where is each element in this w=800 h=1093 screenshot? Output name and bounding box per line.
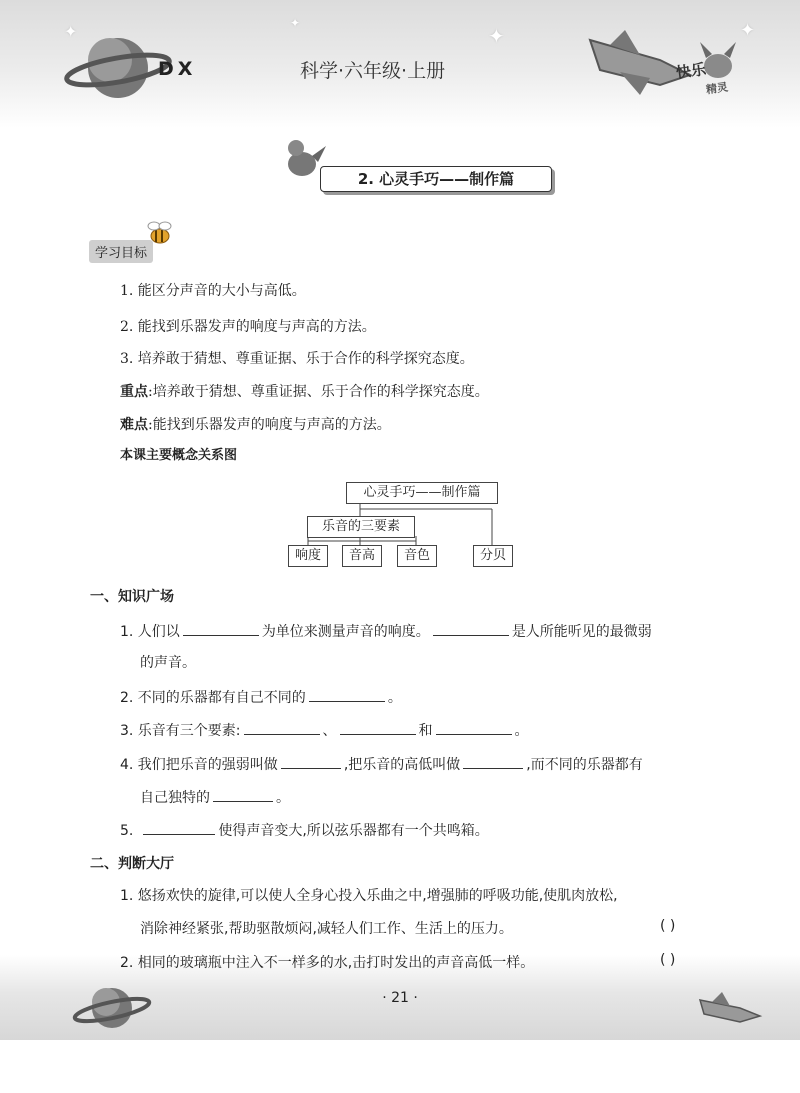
answer-blank[interactable] [213,785,273,802]
answer-blank[interactable] [436,718,512,735]
book-title: 科学·六年级·上册 [300,60,446,82]
judge-question-2: 2. 相同的玻璃瓶中注入不一样多的水,击打时发出的声音高低一样。 [120,955,535,971]
star-icon: ✦ [740,20,756,41]
planet-icon [65,38,172,98]
question-text: 2. 不同的乐器都有自己不同的 [120,690,306,706]
question-3 [120,718,529,740]
question-text: 使得声音变大,所以弦乐器都有一个共鸣箱。 [218,823,489,839]
star-icon: ✦ [488,24,505,48]
goal-item: 3. 培养敢于猜想、尊重证据、乐于合作的科学探究态度。 [120,351,474,367]
answer-blank[interactable] [340,718,416,735]
concept-map-title: 本课主要概念关系图 [120,448,238,463]
question-1-cont: 的声音。 [140,655,196,671]
question-text: 是人所能听见的最微弱 [511,624,652,640]
page-number: · 21 · [382,990,418,1006]
section-heading: 二、判断大厅 [90,856,174,872]
judge-question-1: 1. 悠扬欢快的旋律,可以使人全身心投入乐曲之中,增强肺的呼吸功能,使肌肉放松, [120,888,618,904]
difficult-text: :能找到乐器发声的响度与声高的方法。 [148,417,391,433]
concept-mid: 乐音的三要素 [307,516,415,538]
question-text: ,把乐音的高低叫做 [343,757,461,773]
question-text: 为单位来测量声音的响度。 [261,624,430,640]
question-text: 4. 我们把乐音的强弱叫做 [120,757,278,773]
concept-leaf: 响度 [288,545,328,567]
question-5 [120,818,489,840]
question-text: 。 [276,790,290,806]
judge-question-1-cont: 消除神经紧张,帮助驱散烦闷,减轻人们工作、生活上的压力。 [140,921,513,937]
question-text: ,而不同的乐器都有 [526,757,643,773]
goal-item: 2. 能找到乐器发声的响度与声高的方法。 [120,319,376,335]
question-text: 。 [387,690,402,706]
key-point [120,381,489,401]
brand-mark: DX [158,58,197,80]
logo-sub-text: 精灵 [705,80,729,97]
star-icon: ✦ [290,16,301,30]
answer-blank[interactable] [244,718,320,735]
question-text: 、 [322,723,337,739]
question-text: 和 [418,723,433,739]
question-text: 1. 人们以 [120,624,180,640]
goal-item: 1. 能区分声音的大小与高低。 [120,283,306,299]
question-text: 5. [120,823,134,839]
answer-blank[interactable] [463,752,523,769]
logo-text: 快乐 [674,59,708,82]
difficult-label: 难点 [120,417,148,433]
concept-side: 分贝 [473,545,513,567]
question-text: 自己独特的 [140,790,210,806]
lesson-title: 2. 心灵手巧——制作篇 [320,166,552,192]
answer-blank[interactable] [143,818,215,835]
key-label: 重点 [120,384,148,400]
question-text: 3. 乐音有三个要素: [120,723,241,739]
answer-blank[interactable] [309,685,385,702]
question-4 [120,752,643,774]
star-icon: ✦ [64,22,78,41]
difficult-point [120,414,391,434]
question-2 [120,685,402,707]
goals-tag: 学习目标 [89,240,153,263]
concept-leaf: 音色 [397,545,437,567]
section-heading: 一、知识广场 [90,589,174,605]
answer-parentheses[interactable]: ( ) [660,952,676,968]
answer-blank[interactable] [433,619,509,636]
concept-leaf: 音高 [342,545,382,567]
answer-parentheses[interactable]: ( ) [660,918,676,934]
key-text: :培养敢于猜想、尊重证据、乐于合作的科学探究态度。 [148,384,489,400]
concept-root: 心灵手巧——制作篇 [346,482,498,504]
answer-blank[interactable] [183,619,259,636]
question-1 [120,619,652,641]
question-text: 。 [514,723,529,739]
question-4-cont [140,785,290,807]
answer-blank[interactable] [281,752,341,769]
